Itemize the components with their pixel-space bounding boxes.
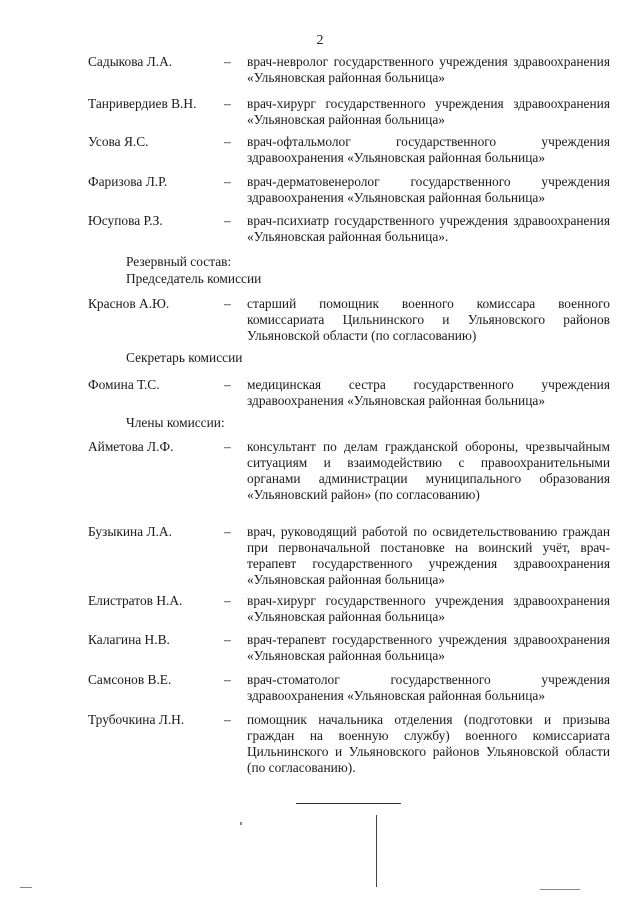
secretary-entry	[88, 377, 610, 409]
member-entry	[88, 632, 610, 664]
scan-speck	[240, 822, 242, 825]
member-entry	[88, 712, 610, 776]
member-position: врач-психиатр государственного учреждения здравоохранения «Ульяновская районная больница».	[247, 213, 610, 244]
dash: –	[224, 672, 231, 687]
chairman-position: старший помощник военного комиссара военного комиссариата Цильнинского и Ульяновского районов Ульяновской области (по согласованию)	[247, 296, 610, 343]
member-name: Калагина Н.В.	[88, 632, 170, 647]
member-name: Бузыкина Л.А.	[88, 524, 172, 539]
dash: –	[224, 632, 231, 647]
member-entry	[88, 439, 610, 503]
member-entry	[88, 174, 610, 206]
member-entry	[88, 524, 610, 588]
member-name: Трубочкина Л.Н.	[88, 712, 185, 727]
dash: –	[224, 712, 231, 727]
scan-speck	[20, 887, 32, 888]
member-entry	[88, 593, 610, 625]
member-position: помощник начальника отделения (подготовки и призыва граждан на военную службу) военного комиссариата Цильнинского и Ульяновского районов Ульяновской области (по согласованию).	[247, 712, 610, 775]
member-position: врач-офтальмолог государственного учреждения здравоохранения «Ульяновская районная больница»	[247, 134, 610, 165]
member-name: Садыкова Л.А.	[88, 54, 173, 69]
chairman-heading: Председатель комиссии	[126, 271, 262, 286]
member-name: Юсупова Р.З.	[88, 213, 163, 228]
member-position: врач-невролог государственного учреждения здравоохранения «Ульяновская районная больница»	[247, 54, 610, 85]
member-entry	[88, 134, 610, 166]
dash: –	[224, 96, 231, 111]
dash: –	[224, 524, 231, 539]
dash: –	[224, 134, 231, 149]
member-position: врач-дерматовенеролог государственного учреждения здравоохранения «Ульяновская районная больница»	[247, 174, 610, 205]
member-name: Усова Я.С.	[88, 134, 149, 149]
member-position: консультант по делам гражданской обороны, чрезвычайным ситуациям и взаимодействию с правоохранительными органами администрации муниципального образования «Ульяновский район» (по согласованию)	[247, 439, 610, 502]
secretary-position: медицинская сестра государственного учреждения здравоохранения «Ульяновская районная больница»	[247, 377, 610, 408]
dash: –	[224, 296, 231, 311]
member-entry	[88, 54, 610, 86]
dash: –	[224, 54, 231, 69]
dash: –	[224, 593, 231, 608]
scan-artifact-line	[376, 815, 377, 887]
member-name: Танривердиев В.Н.	[88, 96, 197, 111]
member-position: врач-хирург государственного учреждения здравоохранения «Ульяновская районная больница»	[247, 593, 610, 624]
reserve-heading: Резервный состав:	[126, 254, 232, 269]
member-position: врач-терапевт государственного учреждения здравоохранения «Ульяновская районная больница»	[247, 632, 610, 663]
member-position: врач-хирург государственного учреждения здравоохранения «Ульяновская районная больница»	[247, 96, 610, 127]
chairman-entry	[88, 296, 610, 344]
member-position: врач, руководящий работой по освидетельствованию граждан при первоначальной постановке на воинский учёт, врач-терапевт государственного учреждения здравоохранения «Ульяновская районная больница»	[247, 524, 610, 587]
dash: –	[224, 439, 231, 454]
member-name: Фаризова Л.Р.	[88, 174, 168, 189]
member-name: Айметова Л.Ф.	[88, 439, 174, 454]
dash: –	[224, 213, 231, 228]
closing-rule	[296, 803, 401, 804]
scan-speck	[540, 889, 580, 890]
member-position: врач-стоматолог государственного учреждения здравоохранения «Ульяновская районная больница»	[247, 672, 610, 703]
members-heading: Члены комиссии:	[126, 415, 225, 430]
secretary-name: Фомина Т.С.	[88, 377, 160, 392]
member-name: Елистратов Н.А.	[88, 593, 183, 608]
dash: –	[224, 377, 231, 392]
page-number: 2	[316, 33, 324, 48]
member-entry	[88, 672, 610, 704]
dash: –	[224, 174, 231, 189]
chairman-name: Краснов А.Ю.	[88, 296, 170, 311]
member-entry	[88, 96, 610, 128]
member-name: Самсонов В.Е.	[88, 672, 172, 687]
secretary-heading: Секретарь комиссии	[126, 350, 243, 365]
member-entry	[88, 213, 610, 245]
